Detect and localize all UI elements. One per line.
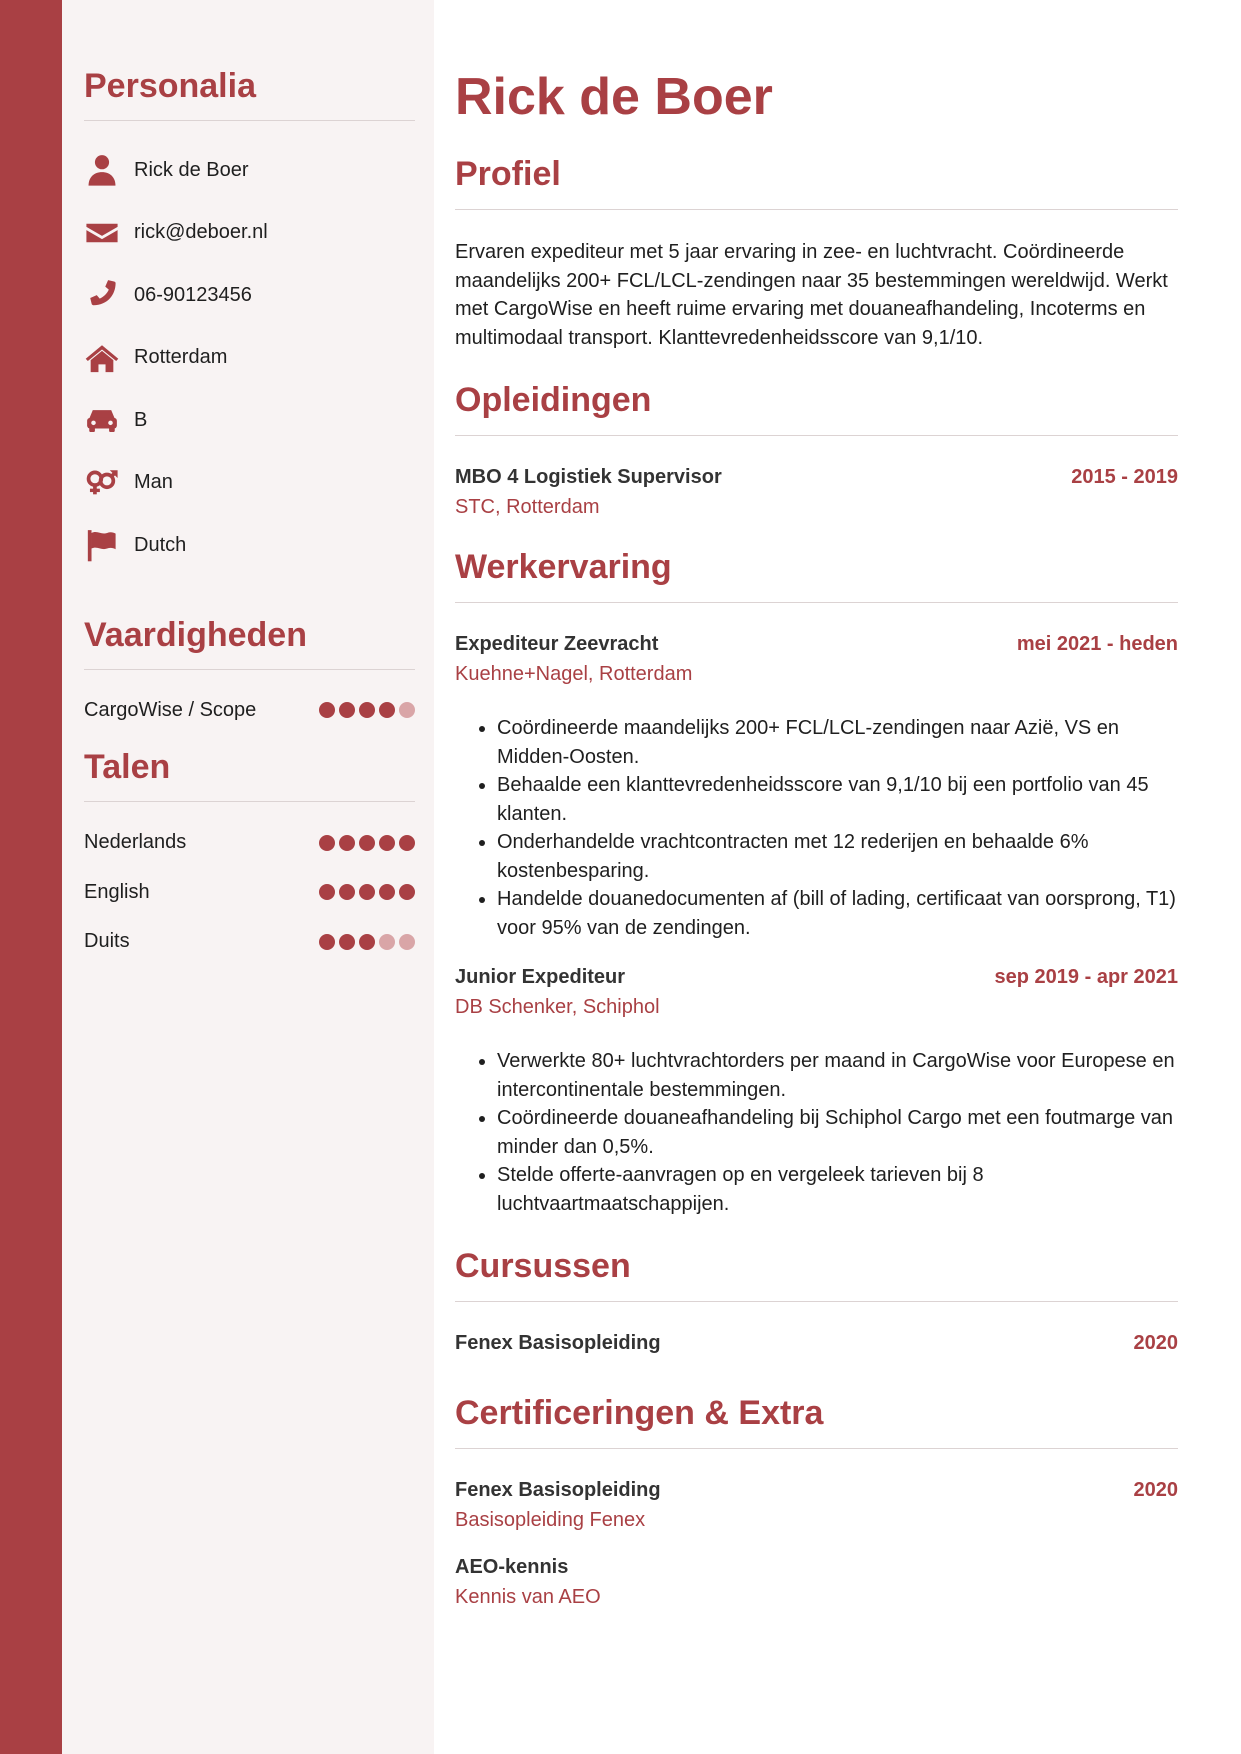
rating-dot-filled — [319, 702, 335, 718]
envelope-icon — [84, 215, 120, 251]
work-bullet: • Coördineerde douaneafhandeling bij Schiphol Cargo met een foutmarge van minder dan 0,5%. — [497, 1104, 1178, 1161]
rating-dot-filled — [399, 884, 415, 900]
work-bullet: • Onderhandelde vrachtcontracten met 12 rederijen en behaalde 6% kostenbesparing. — [497, 828, 1178, 885]
course-title: Fenex Basisopleiding — [455, 1332, 661, 1354]
work-company: DB Schenker, Schiphol — [455, 996, 660, 1018]
work-bullet: • Stelde offerte-aanvragen op en vergeleek tarieven bij 8 luchtvaartmaatschappijen. — [497, 1161, 1178, 1218]
main-content — [455, 60, 1178, 1609]
certification-date: 2020 — [1133, 1479, 1178, 1501]
certifications-section — [455, 1391, 1178, 1609]
contact-email-text: rick@deboer.nl — [134, 221, 268, 244]
work-title: Junior Expediteur — [455, 966, 626, 988]
course-date: 2020 — [1133, 1332, 1178, 1354]
education-school: STC, Rotterdam — [455, 496, 600, 518]
skills-list — [84, 686, 415, 736]
work-bullets — [455, 714, 1178, 942]
person-icon — [84, 152, 120, 188]
language-row — [84, 818, 415, 868]
skills-section-title: Vaardigheden — [84, 613, 415, 670]
course-entry — [455, 1332, 1178, 1355]
language-row — [84, 868, 415, 918]
contact-license — [84, 389, 415, 452]
language-rating — [319, 835, 415, 851]
rating-dot-filled — [339, 934, 355, 950]
rating-dot-filled — [359, 884, 375, 900]
rating-dot-filled — [339, 702, 355, 718]
car-icon — [84, 402, 120, 438]
work-section-title: Werkervaring — [455, 545, 1178, 603]
flag-icon — [84, 527, 120, 563]
contact-gender — [84, 452, 415, 515]
language-row — [84, 917, 415, 967]
work-title: Expediteur Zeevracht — [455, 633, 659, 655]
education-title: MBO 4 Logistiek Supervisor — [455, 466, 722, 488]
language-rating — [319, 934, 415, 950]
contact-phone — [84, 264, 415, 327]
contact-gender-text: Man — [134, 471, 173, 494]
profile-section — [455, 152, 1178, 352]
language-rating — [319, 884, 415, 900]
contact-list — [84, 139, 415, 577]
work-bullet: • Verwerkte 80+ luchtvrachtorders per maand in CargoWise voor Europese en intercontinentale bestemmingen. — [497, 1047, 1178, 1104]
candidate-name: Rick de Boer — [455, 68, 773, 126]
rating-dot-empty — [379, 934, 395, 950]
rating-dot-filled — [379, 835, 395, 851]
certification-title: AEO-kennis — [455, 1556, 569, 1578]
rating-dot-filled — [319, 884, 335, 900]
language-label: English — [84, 880, 150, 903]
skill-label: CargoWise / Scope — [84, 698, 257, 721]
contact-email — [84, 202, 415, 265]
skill-row — [84, 686, 415, 736]
gender-icon — [84, 465, 120, 501]
languages-section-title: Talen — [84, 745, 415, 802]
rating-dot-filled — [359, 835, 375, 851]
certification-title: Fenex Basisopleiding — [455, 1479, 661, 1501]
home-icon — [84, 340, 120, 376]
work-date: mei 2021 - heden — [1016, 633, 1178, 655]
rating-dot-empty — [399, 702, 415, 718]
work-section — [455, 545, 1178, 1218]
certification-description: Kennis van AEO — [455, 1586, 601, 1608]
work-entry — [455, 966, 1178, 1218]
languages-list — [84, 818, 415, 967]
rating-dot-filled — [319, 835, 335, 851]
contact-license-text: B — [134, 408, 148, 431]
contact-nationality — [84, 514, 415, 577]
contact-phone-text: 06-90123456 — [134, 283, 252, 306]
education-section — [455, 378, 1178, 519]
rating-dot-empty — [399, 934, 415, 950]
accent-stripe — [0, 0, 62, 1754]
sidebar — [62, 0, 434, 1754]
profile-text: Ervaren expediteur met 5 jaar ervaring in zee- en luchtvracht. Coördineerde maandelijks 200+ FCL/LCL-zendingen naar 35 bestemmingen wereldwijd. Werkt met CargoWise en heeft ruime ervaring met douaneafhandeling, Incoterms en multimodaal transport. Klanttevredenheidsscore van 9,1/10. — [455, 241, 1168, 349]
contact-city — [84, 327, 415, 390]
work-bullet: • Behaalde een klanttevredenheidsscore van 9,1/10 bij een portfolio van 45 klanten. — [497, 771, 1178, 828]
work-date: sep 2019 - apr 2021 — [994, 966, 1178, 988]
rating-dot-filled — [319, 934, 335, 950]
work-bullet: • Coördineerde maandelijks 200+ FCL/LCL-zendingen naar Azië, VS en Midden-Oosten. — [497, 714, 1178, 771]
courses-section — [455, 1244, 1178, 1355]
rating-dot-filled — [359, 934, 375, 950]
certification-entry — [455, 1556, 1178, 1609]
work-bullets — [455, 1047, 1178, 1218]
work-bullet: • Handelde douanedocumenten af (bill of lading, certificaat van oorsprong, T1) voor 95% van de zendingen. — [497, 885, 1178, 942]
education-section-title: Opleidingen — [455, 378, 1178, 436]
language-label: Duits — [84, 930, 130, 953]
contact-name — [84, 139, 415, 202]
certification-description: Basisopleiding Fenex — [455, 1509, 646, 1531]
rating-dot-filled — [379, 702, 395, 718]
personal-section-title: Personalia — [84, 64, 415, 121]
education-date: 2015 - 2019 — [1071, 466, 1178, 488]
work-entry — [455, 633, 1178, 942]
language-label: Nederlands — [84, 831, 187, 854]
contact-nationality-text: Dutch — [134, 533, 187, 556]
rating-dot-filled — [359, 702, 375, 718]
profile-section-title: Profiel — [455, 152, 1178, 210]
contact-name-text: Rick de Boer — [134, 158, 249, 181]
rating-dot-filled — [339, 835, 355, 851]
rating-dot-filled — [379, 884, 395, 900]
rating-dot-filled — [339, 884, 355, 900]
courses-section-title: Cursussen — [455, 1244, 1178, 1302]
certification-entry — [455, 1479, 1178, 1532]
skill-rating — [319, 702, 415, 718]
contact-city-text: Rotterdam — [134, 346, 228, 369]
phone-icon — [84, 277, 120, 313]
rating-dot-filled — [399, 835, 415, 851]
sidebar-content — [84, 64, 415, 967]
education-entry — [455, 466, 1178, 519]
work-company: Kuehne+Nagel, Rotterdam — [455, 663, 693, 685]
certifications-section-title: Certificeringen & Extra — [455, 1391, 1178, 1449]
